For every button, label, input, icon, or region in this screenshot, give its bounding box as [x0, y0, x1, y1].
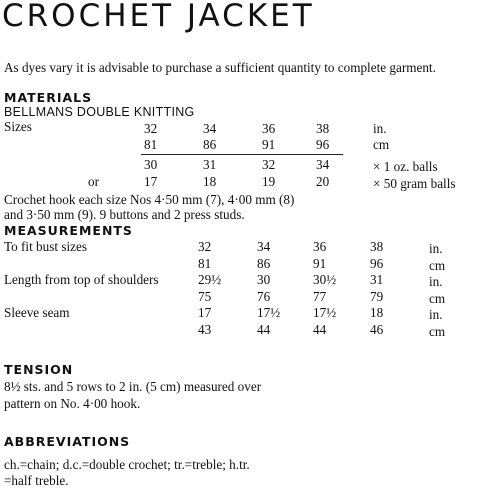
- measurements-heading: MEASUREMENTS: [4, 223, 133, 238]
- balls-gram-unit: × 50 gram balls: [373, 176, 456, 191]
- sleeve-cm-2: 44: [257, 322, 271, 337]
- length-in-1: 29½: [198, 272, 222, 287]
- sleeve-in-unit: in.: [429, 307, 443, 322]
- tension-line-2: pattern on No. 4·00 hook.: [4, 396, 141, 411]
- bust-cm-2: 86: [257, 256, 271, 271]
- size-in-1: 32: [144, 121, 158, 136]
- balls-gram-1: 17: [144, 174, 158, 189]
- bust-cm-3: 91: [313, 256, 327, 271]
- length-cm-4: 79: [370, 289, 384, 304]
- sleeve-cm-3: 44: [313, 322, 327, 337]
- bust-in-2: 34: [257, 239, 271, 254]
- size-cm-3: 91: [262, 137, 276, 152]
- sizes-label: Sizes: [4, 119, 32, 134]
- tension-heading: TENSION: [4, 362, 74, 377]
- balls-oz-2: 31: [203, 157, 217, 172]
- length-label: Length from top of shoulders: [4, 272, 159, 287]
- size-in-3: 36: [262, 121, 276, 136]
- balls-gram-3: 19: [262, 174, 276, 189]
- sleeve-label: Sleeve seam: [4, 305, 70, 320]
- bust-in-unit: in.: [429, 241, 443, 256]
- abbreviations-line-1: ch.=chain; d.c.=double crochet; tr.=treble; h.tr.: [4, 457, 250, 472]
- size-cm-2: 86: [203, 137, 217, 152]
- bust-label: To fit bust sizes: [4, 239, 87, 254]
- sleeve-in-2: 17½: [257, 305, 281, 320]
- size-in-4: 38: [316, 121, 330, 136]
- length-cm-2: 76: [257, 289, 271, 304]
- balls-oz-3: 32: [262, 157, 276, 172]
- bust-cm-4: 96: [370, 256, 384, 271]
- intro-text: As dyes vary it is advisable to purchase a sufficient quantity to complete garment.: [4, 60, 436, 75]
- tension-line-1: 8½ sts. and 5 rows to 2 in. (5 cm) measured over: [4, 379, 262, 394]
- bust-cm-unit: cm: [429, 258, 446, 273]
- bust-in-3: 36: [313, 239, 327, 254]
- balls-oz-4: 34: [316, 157, 330, 172]
- balls-gram-4: 20: [316, 174, 330, 189]
- page-title: CROCHET JACKET: [2, 0, 315, 34]
- size-in-2: 34: [203, 121, 217, 136]
- length-in-3: 30½: [313, 272, 337, 287]
- sleeve-cm-unit: cm: [429, 324, 446, 339]
- length-cm-unit: cm: [429, 291, 446, 306]
- balls-oz-unit: × 1 oz. balls: [373, 159, 438, 174]
- or-label: or: [88, 174, 99, 189]
- length-in-4: 31: [370, 272, 384, 287]
- sleeve-in-3: 17½: [313, 305, 337, 320]
- length-cm-3: 77: [313, 289, 327, 304]
- size-cm-1: 81: [144, 137, 158, 152]
- sleeve-in-1: 17: [198, 305, 212, 320]
- sleeve-in-4: 18: [370, 305, 384, 320]
- sleeve-cm-4: 46: [370, 322, 384, 337]
- hook-line-1: Crochet hook each size Nos 4·50 mm (7), 4·00 mm (8): [4, 192, 295, 207]
- size-in-unit: in.: [373, 121, 387, 136]
- bust-cm-1: 81: [198, 256, 212, 271]
- sleeve-cm-1: 43: [198, 322, 212, 337]
- materials-heading: MATERIALS: [4, 90, 93, 105]
- size-cm-4: 96: [316, 137, 330, 152]
- balls-oz-1: 30: [144, 157, 158, 172]
- abbreviations-heading: ABBREVIATIONS: [4, 434, 131, 449]
- size-cm-unit: cm: [373, 137, 390, 152]
- yarn-name: BELLMANS DOUBLE KNITTING: [4, 105, 195, 119]
- sizes-divider: [141, 154, 343, 155]
- balls-gram-2: 18: [203, 174, 217, 189]
- bust-in-1: 32: [198, 239, 212, 254]
- abbreviations-line-2: =half treble.: [4, 473, 69, 488]
- length-in-2: 30: [257, 272, 271, 287]
- length-cm-1: 75: [198, 289, 212, 304]
- length-in-unit: in.: [429, 274, 443, 289]
- hook-line-2: and 3·50 mm (9). 9 buttons and 2 press studs.: [4, 207, 245, 222]
- bust-in-4: 38: [370, 239, 384, 254]
